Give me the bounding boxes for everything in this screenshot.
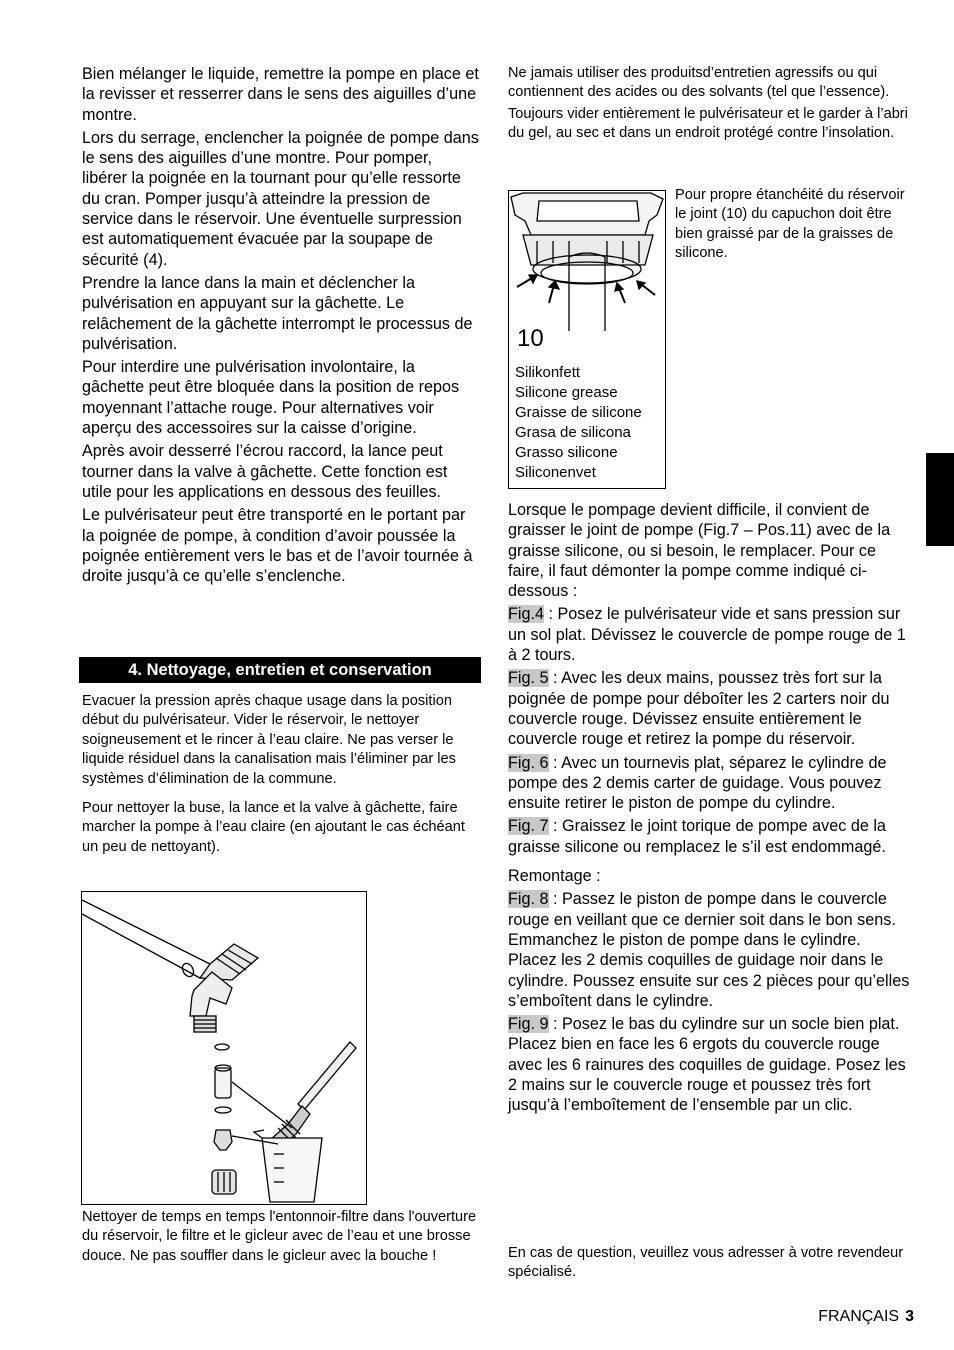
step-fig7 (508, 816, 910, 857)
paragraph: Toujours vider entièrement le pulvérisateur et le garder à l’abri du gel, au sec et dans un endroit protégé contre l’insolation. (508, 105, 908, 142)
page-footer (818, 1308, 914, 1326)
paragraph: Lors du serrage, enclencher la poignée de pompe dans le sens des aiguilles d’une montre. Pour pomper, libérer la poignée en la tournant pour qu’elle ressorte du cran. Pomper jusqu’à atteindre la pression de service dans le réservoir. Une éventuelle surpression est automatiquement évacuée par la soupape de sécurité (4). (82, 128, 479, 269)
paragraph: Après avoir desserré l’écrou raccord, la lance peut tourner dans la valve à gâchette. Cette fonction est utile pour les applications en dessous des feuilles. (82, 442, 448, 501)
step-fig6 (508, 753, 910, 814)
maintenance-steps (508, 500, 910, 1116)
gasket-figure (508, 190, 666, 489)
step-text: : Avec un tournevis plat, séparez le cylindre de pompe des 2 demis carter de guidage. Vous pouvez ensuite retirer le piston de pompe du cylindre. (508, 753, 887, 813)
legend-item: Graisse de silicone (515, 404, 642, 421)
cap-gasket-illustration (509, 191, 665, 331)
page-number: 3 (905, 1308, 914, 1325)
step-text: : Graissez le joint torique de pompe avec de la graisse silicone ou remplacez le s’il est endommagé. (508, 817, 886, 856)
figure-ref: Fig. 5 (508, 669, 549, 688)
nozzle-parts-illustration (82, 892, 366, 1204)
paragraph: Pour interdire une pulvérisation involontaire, la gâchette peut être bloquée dans la position de repos moyennant l’attache rouge. Pour alternatives voir aperçu des accessoires sur la caisse d’origine. (82, 358, 460, 438)
paragraph: Lorsque le pompage devient difficile, il convient de graisser le joint de pompe (Fig.7 – Pos.11) avec de la graisse silicone, ou si besoin, le remplacer. Pour ce faire, il faut démonter la pompe comme indiqué ci-dessous : (508, 501, 891, 601)
paragraph: Ne jamais utiliser des produitsd’entretien agressifs ou qui contiennent des acides ou des solvants (tel que l’essence). (508, 65, 890, 101)
figure-legend (515, 363, 642, 483)
step-fig5 (508, 668, 910, 749)
figure-ref: Fig. 8 (508, 890, 549, 909)
step-fig4 (508, 604, 910, 665)
cleaning-note (82, 1208, 480, 1266)
caption-text: Pour propre étanchéité du réservoir le joint (10) du capuchon doit être bien graissé par de la graisses de silicone. (675, 187, 905, 262)
section-heading: 4. Nettoyage, entretien et conservation (79, 657, 481, 683)
step-text: : Posez le bas du cylindre sur un socle bien plat. Placez bien en face les 6 ergots du couvercle rouge avec les 6 rainures des coquilles de guidage. Posez les 2 mains sur le couvercle rouge et poussez très fort jusqu’à l’emboîtement de l’ensemble par un clic. (508, 1015, 906, 1115)
legend-item: Siliconenvet (515, 464, 596, 481)
step-text: : Passez le piston de pompe dans le couvercle rouge en veillant que ce dernier soit dans le bon sens. (508, 890, 896, 929)
paragraph: Le pulvérisateur peut être transporté en le portant par la poignée de pompe, à condition d’avoir poussée la poignée entièrement vers le bas et de l’avoir tournée à droite jusqu’à ce qu’elle s’enclenche. (82, 506, 473, 586)
remontage-heading: Remontage : (508, 867, 601, 886)
closing-note (508, 1244, 910, 1283)
figure-caption (675, 186, 907, 264)
step-fig9 (508, 1014, 910, 1115)
paragraph: Pour nettoyer la buse, la lance et la valve à gâchette, faire marcher la pompe à l’eau claire (en ajoutant le cas échéant un peu de nettoyant). (82, 800, 465, 855)
paragraph: Prendre la lance dans la main et déclencher la pulvérisation en appuyant sur la gâchette. Le relâchement de la gâchette interrompt le processus de pulvérisation. (82, 273, 473, 353)
step-text: : Posez le pulvérisateur vide et sans pression sur un sol plat. Dévissez le couvercle de pompe rouge de 1 à 2 tours. (508, 605, 906, 665)
right-top-text (508, 64, 910, 144)
figure-ref: Fig. 9 (508, 1015, 549, 1034)
legend-item: Silikonfett (515, 364, 581, 381)
paragraph: Bien mélanger le liquide, remettre la pompe en place et la revisser et resserrer dans le sens des aiguilles d’une montre. (82, 65, 479, 124)
legend-item: Grasa de silicona (515, 424, 631, 441)
language-tab-marker (926, 453, 954, 546)
footer-language: FRANÇAIS (818, 1308, 900, 1325)
figure-ref: Fig. 7 (508, 817, 549, 836)
cleaning-text (82, 692, 480, 857)
paragraph: Evacuer la pression après chaque usage dans la position début du pulvérisateur. Vider le réservoir, le nettoyer soigneusement et le rincer à l’eau claire. Ne pas verser le liquide résiduel dans la canalisation mais l’éliminer par les systèmes d’élimination de la commune. (82, 693, 456, 787)
cleaning-figure (81, 891, 367, 1205)
legend-item: Silicone grease (515, 384, 618, 401)
figure-ref: Fig. 6 (508, 753, 549, 772)
paragraph: En cas de question, veuillez vous adresser à votre revendeur spécialisé. (508, 1245, 904, 1281)
paragraph: Nettoyer de temps en temps l'entonnoir-filtre dans l'ouverture du réservoir, le filtre et le gicleur avec de l’eau et une brosse douce. Ne pas souffler dans le gicleur avec la bouche ! (82, 1209, 477, 1264)
legend-item: Grasso silicone (515, 444, 618, 461)
step-fig8 (508, 889, 910, 930)
step-text: : Avec les deux mains, poussez très fort sur la poignée de pompe pour déboîter les 2 carters noir du couvercle rouge. Dévissez ensuite entièrement le couvercle rouge et retirez la pompe du réservoir. (508, 669, 890, 749)
left-column (82, 64, 480, 586)
figure-ref: Fig.4 (508, 605, 544, 624)
paragraph: Emmanchez le piston de pompe dans le cylindre. Placez les 2 demis coquilles de guidage noir dans le cylindre. Poussez ensuite sur ces 2 pièces pour qu’elles s’emboîtent dans le cylindre. (508, 930, 910, 1010)
figure-number: 10 (517, 325, 544, 352)
